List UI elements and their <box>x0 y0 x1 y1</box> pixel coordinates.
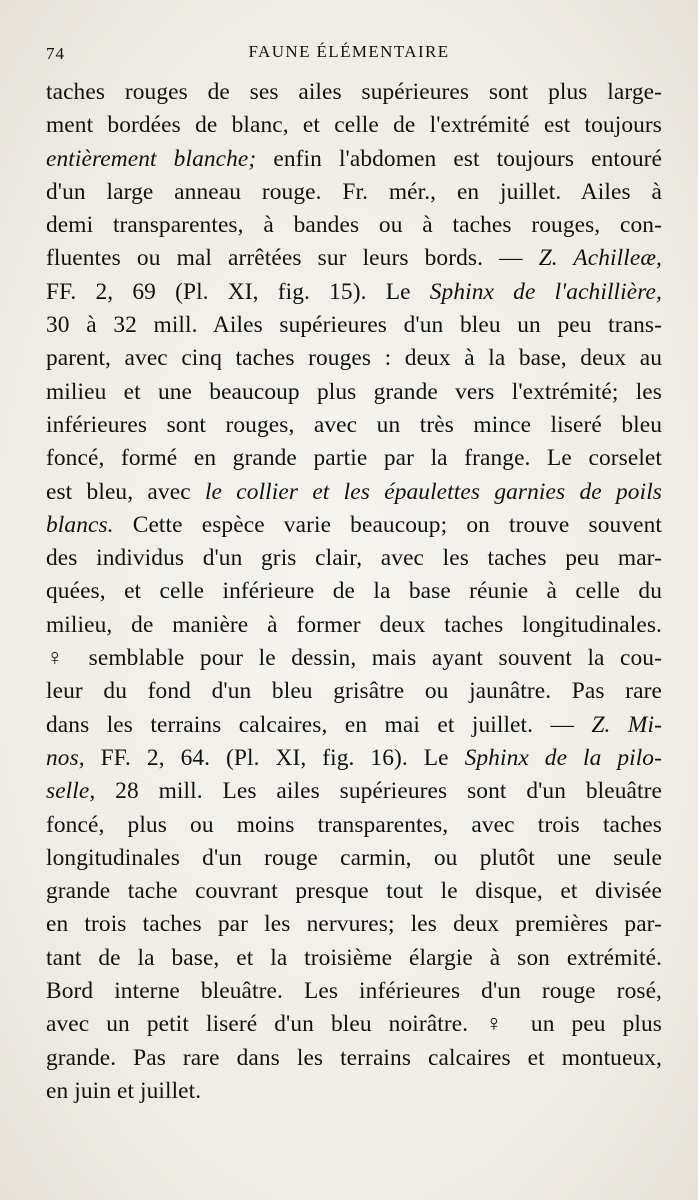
text-line <box>46 1008 662 1041</box>
text-run: quées, et celle inférieure de la base réunie à celle du <box>46 578 662 605</box>
text-run: 30 à 32 mill. Ailes supérieures d'un bleu un peu trans- <box>46 312 662 339</box>
italic-text: Sphinx de l'achillière, <box>429 278 662 305</box>
text-line <box>46 575 662 608</box>
text-run: enfin l'abdomen est toujours entouré <box>256 145 662 172</box>
italic-text: blancs. <box>46 511 114 538</box>
text-line <box>46 476 662 509</box>
text-line <box>46 209 662 242</box>
text-line <box>46 276 662 309</box>
text-run: taches rouges de ses ailes supérieures sont plus large- <box>46 79 662 105</box>
text-run: fluentes ou mal arrêtées sur leurs bords. — <box>46 245 539 272</box>
body-text <box>46 76 662 1108</box>
text-run: ♀ semblable pour le dessin, mais ayant souvent la cou- <box>46 645 662 672</box>
text-run: Bord interne bleuâtre. Les inférieures d'un rouge rosé, <box>46 978 662 1005</box>
text-run: foncé, plus ou moins transparentes, avec trois taches <box>46 811 662 838</box>
text-line <box>46 775 662 808</box>
text-run: inférieures sont rouges, avec un très mince liseré bleu <box>46 411 662 438</box>
text-run: longitudinales d'un rouge carmin, ou plutôt une seule <box>46 844 662 871</box>
text-line <box>46 1042 662 1075</box>
text-line <box>46 709 662 742</box>
text-run: est bleu, avec <box>46 478 205 505</box>
text-line <box>46 409 662 442</box>
text-line <box>46 242 662 275</box>
italic-text: nos, <box>46 744 85 771</box>
text-line <box>46 642 662 675</box>
text-run: parent, avec cinq taches rouges : deux à la base, deux au <box>46 345 662 372</box>
text-line <box>46 875 662 908</box>
text-run: 28 mill. Les ailes supérieures sont d'un bleuâtre <box>95 778 662 805</box>
text-line <box>46 309 662 342</box>
italic-text: Z. Mi- <box>591 711 662 738</box>
text-line <box>46 809 662 842</box>
text-run: grande tache couvrant presque tout le disque, et divisée <box>46 878 662 905</box>
text-line <box>46 442 662 475</box>
text-line <box>46 76 662 109</box>
text-line <box>46 675 662 708</box>
page-number: 74 <box>46 44 65 63</box>
text-line <box>46 143 662 176</box>
text-run: demi transparentes, à bandes ou à taches rouges, con- <box>46 212 662 239</box>
text-line <box>46 609 662 642</box>
text-line <box>46 509 662 542</box>
text-run: FF. 2, 64. (Pl. XI, fig. 16). Le <box>84 744 465 771</box>
text-run: avec un petit liseré d'un bleu noirâtre. ♀ un peu plus <box>46 1011 662 1038</box>
text-run: dans les terrains calcaires, en mai et juillet. — <box>46 711 592 738</box>
text-line <box>46 908 662 941</box>
text-line <box>46 842 662 875</box>
text-run: FF. 2, 69 (Pl. XI, fig. 15). Le <box>46 278 430 305</box>
text-run: milieu et une beaucoup plus grande vers l'extrémité; les <box>46 378 662 405</box>
italic-text: le collier et les épaulettes garnies de poils <box>204 478 662 505</box>
text-run: foncé, formé en grande partie par la frange. Le corselet <box>46 445 662 472</box>
italic-text: Sphinx de la pilo- <box>464 744 662 771</box>
italic-text: selle, <box>46 778 96 805</box>
text-line <box>46 942 662 975</box>
text-line <box>46 176 662 209</box>
italic-text: entièrement blanche; <box>46 145 257 172</box>
italic-text: Z. Achilleæ, <box>538 245 662 272</box>
text-run: en juin et juillet. <box>46 1077 202 1104</box>
text-run: grande. Pas rare dans les terrains calcaires et montueux, <box>46 1044 662 1071</box>
text-run: leur du fond d'un bleu grisâtre ou jaunâtre. Pas rare <box>46 678 662 705</box>
text-run: d'un large anneau rouge. Fr. mér., en juillet. Ailes à <box>46 178 662 205</box>
text-run: des individus d'un gris clair, avec les taches peu mar- <box>46 545 662 572</box>
text-run: milieu, de manière à former deux taches longitudinales. <box>46 611 662 638</box>
text-line <box>46 542 662 575</box>
text-line <box>46 1075 662 1108</box>
text-run: en trois taches par les nervures; les deux premières par- <box>46 911 662 938</box>
text-run: Cette espèce varie beaucoup; on trouve souvent <box>113 511 662 538</box>
text-line <box>46 109 662 142</box>
text-run: ment bordées de blanc, et celle de l'extrémité est toujours <box>46 112 662 139</box>
text-line <box>46 975 662 1008</box>
text-line <box>46 742 662 775</box>
text-line <box>46 342 662 375</box>
text-line <box>46 376 662 409</box>
text-run: tant de la base, et la troisième élargie à son extrémité. <box>46 944 662 971</box>
running-title: FAUNE ÉLÉMENTAIRE <box>248 42 450 61</box>
